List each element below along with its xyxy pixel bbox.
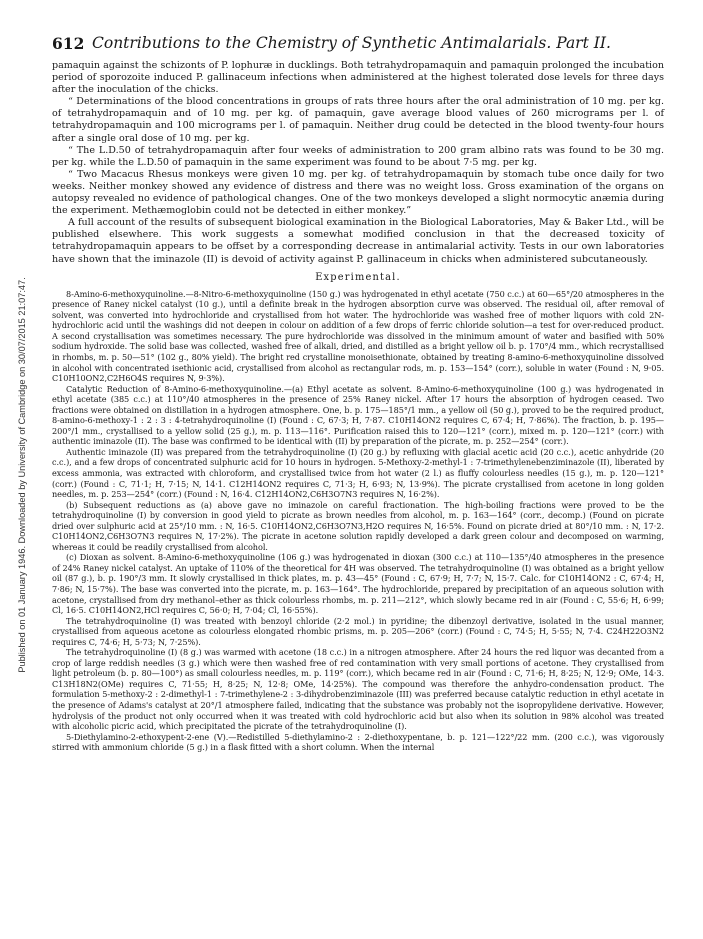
exp-paragraph-1: 8-Amino-6-methoxyquinoline.—8-Nitro-6-methoxyquinoline (150 g.) was hydrogenated in ethyl acetate (750 c.c.) at 60—65°/20 atmospheres in the presence of Raney nickel catalyst (10 g.), until a definite break in the hydrogen absorption curve was observed. The residual oil, after removal of solvent, was converted into hydrochloride and crystallised from hot water. The hydrochloride was washed free of mother liquors with cold 2N-hydrochloric acid until the washings did not deepen in colour on addition of a few drops of ferric chloride solution—a test for over-reduced product. A second crystallisation was sometimes necessary. The pure hydrochloride was dissolved in the minimum amount of water and basified with 50% sodium hydroxide. The solid base was collected, washed free of alkali, dried, and distilled as a bright yellow oil b. p. 170°/4 mm., which recrystallised in rhombs, m. p. 50—51° (102 g., 80% yield). The bright red crystalline monoisethionate, obtained by treating 8-amino-6-methoxyquinoline dissolved in alcohol with concentrated isethionic acid, crystallised from alcohol as rectangular rods, m. p. 153—154° (corr.), soluble in water (Found : N, 9·05. C10H10ON2,C2H6O4S requires N, 9·3%). <box>52 288 664 384</box>
exp-paragraph-7: The tetrahydroquinoline (I) (8 g.) was warmed with acetone (18 c.c.) in a nitrogen atmosphere. After 24 hours the red liquor was decanted from a crop of large reddish needles (3 g.) which were then washed free of red contamination with very small portions of acetone. They crystallised from light petroleum (b. p. 80—100°) as small colourless needles, m. p. 119° (corr.), which became red in air (Found : C, 71·6; H, 8·25; N, 12·9; OMe, 14·3. C13H18N2(OMe) requires C, 71·55; H, 8·25; N, 12·8; OMe, 14·25%). The compound was therefore the anhydro-condensation product. The formulation 5-methoxy-2 : 2-dimethyl-1 : 7-trimethylene-2 : 3-dihydrobenziminazole (III) was preferred because catalytic reduction in ethyl acetate in the presence of Adams's catalyst at 20°/1 atmosphere failed, indicating that the substance was probably not the isopropylidene derivative. However, hydrolysis of the product not only occurred when it was treated with cold hydrochloric acid but also when its solution in 98% alcohol was treated with alcoholic picric acid, which precipitated the picrate of the tetrahydroquinoline (I). <box>52 647 664 732</box>
intro-paragraph-2: “ Determinations of the blood concentrations in groups of rats three hours after the oral administration of 10 mg. per kg. of tetrahydropamaquin and of 10 mg. per kg. of pamaquin, gave average blood values of 260 micrograms per l. of tetrahydropamaquin and 100 micrograms per l. of pamaquin. Neither drug could be detected in the blood twenty-four hours after a single oral dose of 10 mg. per kg. <box>52 96 664 144</box>
page-number: 612 <box>52 34 85 53</box>
page-header <box>52 34 664 56</box>
section-heading-experimental: Experimental. <box>315 271 401 283</box>
intro-paragraph-1: pamaquin against the schizonts of P. lophuræ in ducklings. Both tetrahydropamaquin and pamaquin prolonged the incubation period of sporozoite induced P. gallinaceum infections when administered at the highest tolerated dose levels for three days after the inoculation of the chicks. <box>52 60 664 96</box>
intro-paragraph-4: “ Two Macacus Rhesus monkeys were given 10 mg. per kg. of tetrahydropamaquin by stomach tube once daily for two weeks. Neither monkey showed any evidence of distress and there was no weight loss. Gross examination of the organs on autopsy revealed no evidence of pathological changes. One of the two monkeys developed a slight normocytic anæmia during the experiment. Methæmoglobin could not be detected in either monkey.” <box>52 168 664 217</box>
exp-paragraph-4: (b) Subsequent reductions as (a) above gave no iminazole on careful fractionation. The high-boiling fractions were proved to be the tetrahydroquinoline (I) by conversion in good yield to picrate as brown needles from alcohol, m. p. 163—164° (corr., decomp.) (Found on picrate dried over sulphuric acid at 25°/10 mm. : N, 16·5. C10H14ON2,C6H3O7N3,H2O requires N, 16·5%. Found on picrate dried at 80°/10 mm. : N, 17·2. C10H14ON2,C6H3O7N3 requires N, 17·2%). The picrate in acetone solution rapidly developed a dark green colour and decomposed on warming, whereas it could be readily crystallised from alcohol. <box>52 499 664 552</box>
intro-paragraph-5: A full account of the results of subsequent biological examination in the Biological Laboratories, May & Baker Ltd., will be published elsewhere. This work suggests a somewhat modified conclusion in that the decreased toxicity of tetrahydropamaquin appears to be offset by a corresponding decrease in antimalarial activity. Tests in our own laboratories have shown that the iminazole (II) is devoid of activity against P. gallinaceum in chicks when administered subcutaneously. <box>52 217 664 265</box>
exp-paragraph-5: (c) Dioxan as solvent. 8-Amino-6-methoxyquinoline (106 g.) was hydrogenated in dioxan (300 c.c.) at 110—135°/40 atmospheres in the presence of 24% Raney nickel catalyst. An uptake of 110% of the theoretical for 4H was observed. The tetrahydroquinoline (I) was obtained as a bright yellow oil (87 g.), b. p. 190°/3 mm. It slowly crystallised in thick plates, m. p. 43—45° (Found : C, 67·9; H, 7·7; N, 15·7. Calc. for C10H14ON2 : C, 67·4; H, 7·86; N, 15·7%). The base was converted into the picrate, m. p. 163—164°. The hydrochloride, prepared by precipitation of an aqueous solution with acetone, crystallised from dry methanol–ether as thick colourless rhombs, m. p. 211—212°, which slowly became red in air (Found : C, 55·6; H, 6·99; Cl, 16·5. C10H14ON2,HCl requires C, 56·0; H, 7·04; Cl, 16·55%). <box>52 552 664 616</box>
exp-paragraph-6: The tetrahydroquinoline (I) was treated with benzoyl chloride (2·2 mol.) in pyridine; the dibenzoyl derivative, isolated in the usual manner, crystallised from aqueous acetone as colourless elongated rhombic prisms, m. p. 205—206° (corr.) (Found : C, 74·5; H, 5·55; N, 7·4. C24H22O3N2 requires C, 74·6; H, 5·73; N, 7·25%). <box>52 615 664 647</box>
exp-paragraph-3: Authentic iminazole (II) was prepared from the tetrahydroquinoline (I) (20 g.) by refluxing with glacial acetic acid (20 c.c.), acetic anhydride (20 c.c.), and a few drops of concentrated sulphuric acid for 10 hours in hydrogen. 5-Methoxy-2-methyl-1 : 7-trimethylenebenziminazole (II), liberated by excess ammonia, was extracted with chloroform, and crystallised twice from hot water (2 l.) as fluffy colourless needles (15 g.), m. p. 120—121° (corr.) (Found : C, 71·1; H, 7·15; N, 14·1. C12H14ON2 requires C, 71·3; H, 6·93; N, 13·9%). The picrate crystallised from acetone in long golden needles, m. p. 253—254° (corr.) (Found : N, 16·4. C12H14ON2,C6H3O7N3 requires N, 16·2%). <box>52 446 664 500</box>
article-body <box>52 60 664 753</box>
experimental-section <box>52 289 664 753</box>
download-watermark: Published on 01 January 1946. Downloaded by University of Cambridge on 30/07/2015 21:07:47. <box>17 277 27 673</box>
intro-paragraph-3: “ The L.D.50 of tetrahydropamaquin after four weeks of administration to 200 gram albino rats was found to be 30 mg. per kg. while the L.D.50 of pamaquin in the same experiment was found to be about 7·5 mg. per kg. <box>52 144 664 168</box>
exp-paragraph-8: 5-Diethylamino-2-ethoxypent-2-ene (V).—Redistilled 5-diethylamino-2 : 2-diethoxypentane, b. p. 121—122°/22 mm. (200 c.c.), was vigorously stirred with ammonium chloride (5 g.) in a flask fitted with a short column. When the internal <box>52 731 664 753</box>
exp-paragraph-2: Catalytic Reduction of 8-Amino-6-methoxyquinoline.—(a) Ethyl acetate as solvent. 8-Amino-6-methoxyquinoline (100 g.) was hydrogenated in ethyl acetate (385 c.c.) at 110°/40 atmospheres in the presence of 25% Raney nickel. After 17 hours the absorption of hydrogen ceased. Two fractions were obtained on distillation in a hydrogen atmosphere. One, b. p. 175—185°/1 mm., a yellow oil (50 g.), proved to be the required product, 8-amino-6-methoxy-1 : 2 : 3 : 4-tetrahydroquinoline (I) (Found : C, 67·3; H, 7·87. C10H14ON2 requires C, 67·4; H, 7·86%). The fraction, b. p. 195—200°/1 mm., crystallised to a yellow solid (25 g.), m. p. 113—116°. Purification raised this to 120—121° (corr.), mixed m. p. 120—121° (corr.) with authentic iminazole (II). The base was confirmed to be identical with (II) by preparation of the picrate, m. p. 252—254° (corr.). <box>52 383 664 447</box>
running-title: Contributions to the Chemistry of Synthetic Antimalarials. Part II. <box>92 34 611 52</box>
